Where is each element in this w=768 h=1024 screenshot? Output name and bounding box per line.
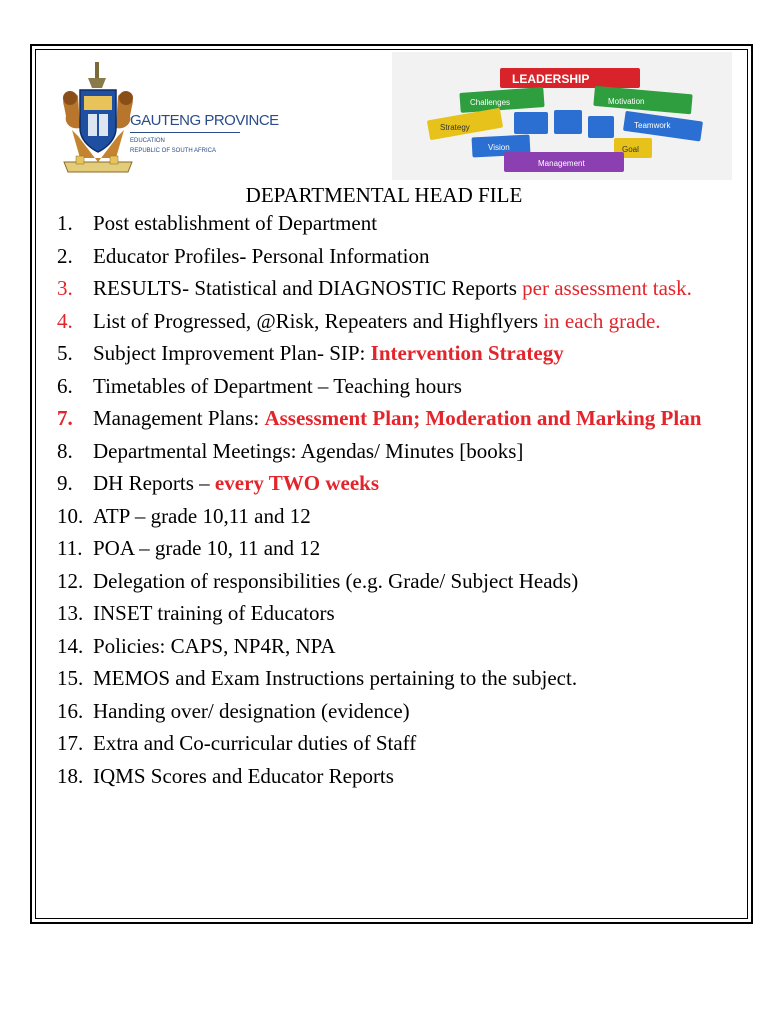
list-item-number: 15. <box>57 666 84 690</box>
list-item-text <box>93 308 737 335</box>
list-item <box>57 373 737 400</box>
list-item-body: Management Plans: <box>93 406 265 430</box>
list-item-number: 13. <box>57 601 84 625</box>
list-item <box>57 243 737 270</box>
list-item-emphasis: Assessment Plan; Moderation and Marking Plan <box>264 406 702 430</box>
list-item <box>57 275 737 302</box>
list-item-number: 11. <box>57 536 83 560</box>
list-item-text <box>93 698 737 725</box>
list-item <box>57 503 737 530</box>
list-item-body: DH Reports – <box>93 471 215 495</box>
leadership-word-6: Goal <box>622 145 639 154</box>
file-items-list <box>57 210 737 795</box>
leadership-word-7: Management <box>538 159 585 168</box>
list-item-body: Policies: CAPS, NP4R, NPA <box>93 633 336 658</box>
list-item-text <box>93 665 737 692</box>
list-item-body: Handing over/ designation (evidence) <box>93 698 410 723</box>
list-item-text <box>93 633 737 660</box>
list-item <box>57 730 737 757</box>
list-item-body: Timetables of Department – Teaching hours <box>93 373 462 398</box>
leadership-word-0: LEADERSHIP <box>512 72 590 86</box>
list-item <box>57 633 737 660</box>
list-item <box>57 405 737 432</box>
list-item <box>57 210 737 237</box>
list-item-body: RESULTS- Statistical and DIAGNOSTIC Reports <box>93 276 523 300</box>
list-item-number: 14. <box>57 633 84 658</box>
list-item-text <box>93 568 737 595</box>
list-item <box>57 470 737 497</box>
list-item-body: Departmental Meetings: Agendas/ Minutes [books] <box>93 438 524 463</box>
list-item <box>57 568 737 595</box>
leadership-word-4: Teamwork <box>634 121 671 130</box>
document-title: DEPARTMENTAL HEAD FILE <box>245 183 523 207</box>
list-item-body: Extra and Co-curricular duties of Staff <box>93 731 417 755</box>
list-item-text <box>93 503 737 530</box>
list-item-body: Educator Profiles- Personal Information <box>93 243 430 268</box>
list-item-number: 3. <box>57 276 73 300</box>
list-item-text <box>93 243 737 270</box>
list-item-number: 17. <box>57 731 84 755</box>
list-item-emphasis: Intervention Strategy <box>370 341 564 365</box>
logo-dept-text: EDUCATION <box>130 138 165 144</box>
list-item-text <box>93 275 737 302</box>
list-item-number: 9. <box>57 471 73 495</box>
list-item-number: 6. <box>57 373 73 398</box>
list-item-text <box>93 470 737 497</box>
logo-wordmark <box>130 112 279 154</box>
list-item-body: POA – grade 10, 11 and 12 <box>93 536 321 560</box>
list-item-number: 7. <box>57 406 73 430</box>
logo-country-text: REPUBLIC OF SOUTH AFRICA <box>130 148 217 154</box>
list-item-body: ATP – grade 10,11 and 12 <box>93 503 311 528</box>
list-item <box>57 340 737 367</box>
leadership-word-3: Strategy <box>440 123 470 132</box>
list-item-highlight: in each grade. <box>543 308 661 333</box>
leadership-word-1: Challenges <box>470 98 511 107</box>
list-item-body: Post establishment of Department <box>93 211 378 235</box>
list-item-number: 12. <box>57 568 84 593</box>
list-item-number: 18. <box>57 763 84 788</box>
list-item-text <box>93 373 737 400</box>
list-item-text <box>93 340 737 367</box>
list-item-body: Delegation of responsibilities (e.g. Grade/ Subject Heads) <box>93 568 579 593</box>
list-item <box>57 600 737 627</box>
leadership-word-2: Motivation <box>608 97 645 106</box>
list-item-text <box>93 763 737 790</box>
list-item-number: 1. <box>57 211 73 235</box>
list-item <box>57 665 737 692</box>
list-item-emphasis: every TWO weeks <box>214 471 380 495</box>
list-item-highlight: per assessment task. <box>522 276 692 300</box>
list-item-text <box>93 730 737 757</box>
list-item-number: 8. <box>57 438 73 463</box>
leadership-word-5: Vision <box>488 143 510 152</box>
list-item-number: 4. <box>57 308 73 333</box>
list-item-number: 2. <box>57 243 73 268</box>
leadership-blocks-image <box>392 52 732 180</box>
list-item-number: 10. <box>57 503 84 528</box>
gauteng-crest-logo <box>58 58 138 180</box>
list-item-text <box>93 600 737 627</box>
list-item-body: List of Progressed, @Risk, Repeaters and Highflyers <box>93 308 544 333</box>
list-item-text <box>93 438 737 465</box>
list-item-text <box>93 405 737 432</box>
list-item <box>57 698 737 725</box>
list-item-text <box>93 210 737 237</box>
list-item-number: 5. <box>57 341 73 365</box>
list-item-text <box>93 535 737 562</box>
list-item <box>57 308 737 335</box>
logo-province-text: GAUTENG PROVINCE <box>130 112 240 133</box>
list-item-number: 16. <box>57 698 84 723</box>
list-item <box>57 535 737 562</box>
list-item-body: IQMS Scores and Educator Reports <box>93 763 394 788</box>
list-item-body: MEMOS and Exam Instructions pertaining to the subject. <box>93 666 578 690</box>
list-item <box>57 763 737 790</box>
list-item-body: INSET training of Educators <box>93 601 335 625</box>
list-item <box>57 438 737 465</box>
list-item-body: Subject Improvement Plan- SIP: <box>93 341 371 365</box>
